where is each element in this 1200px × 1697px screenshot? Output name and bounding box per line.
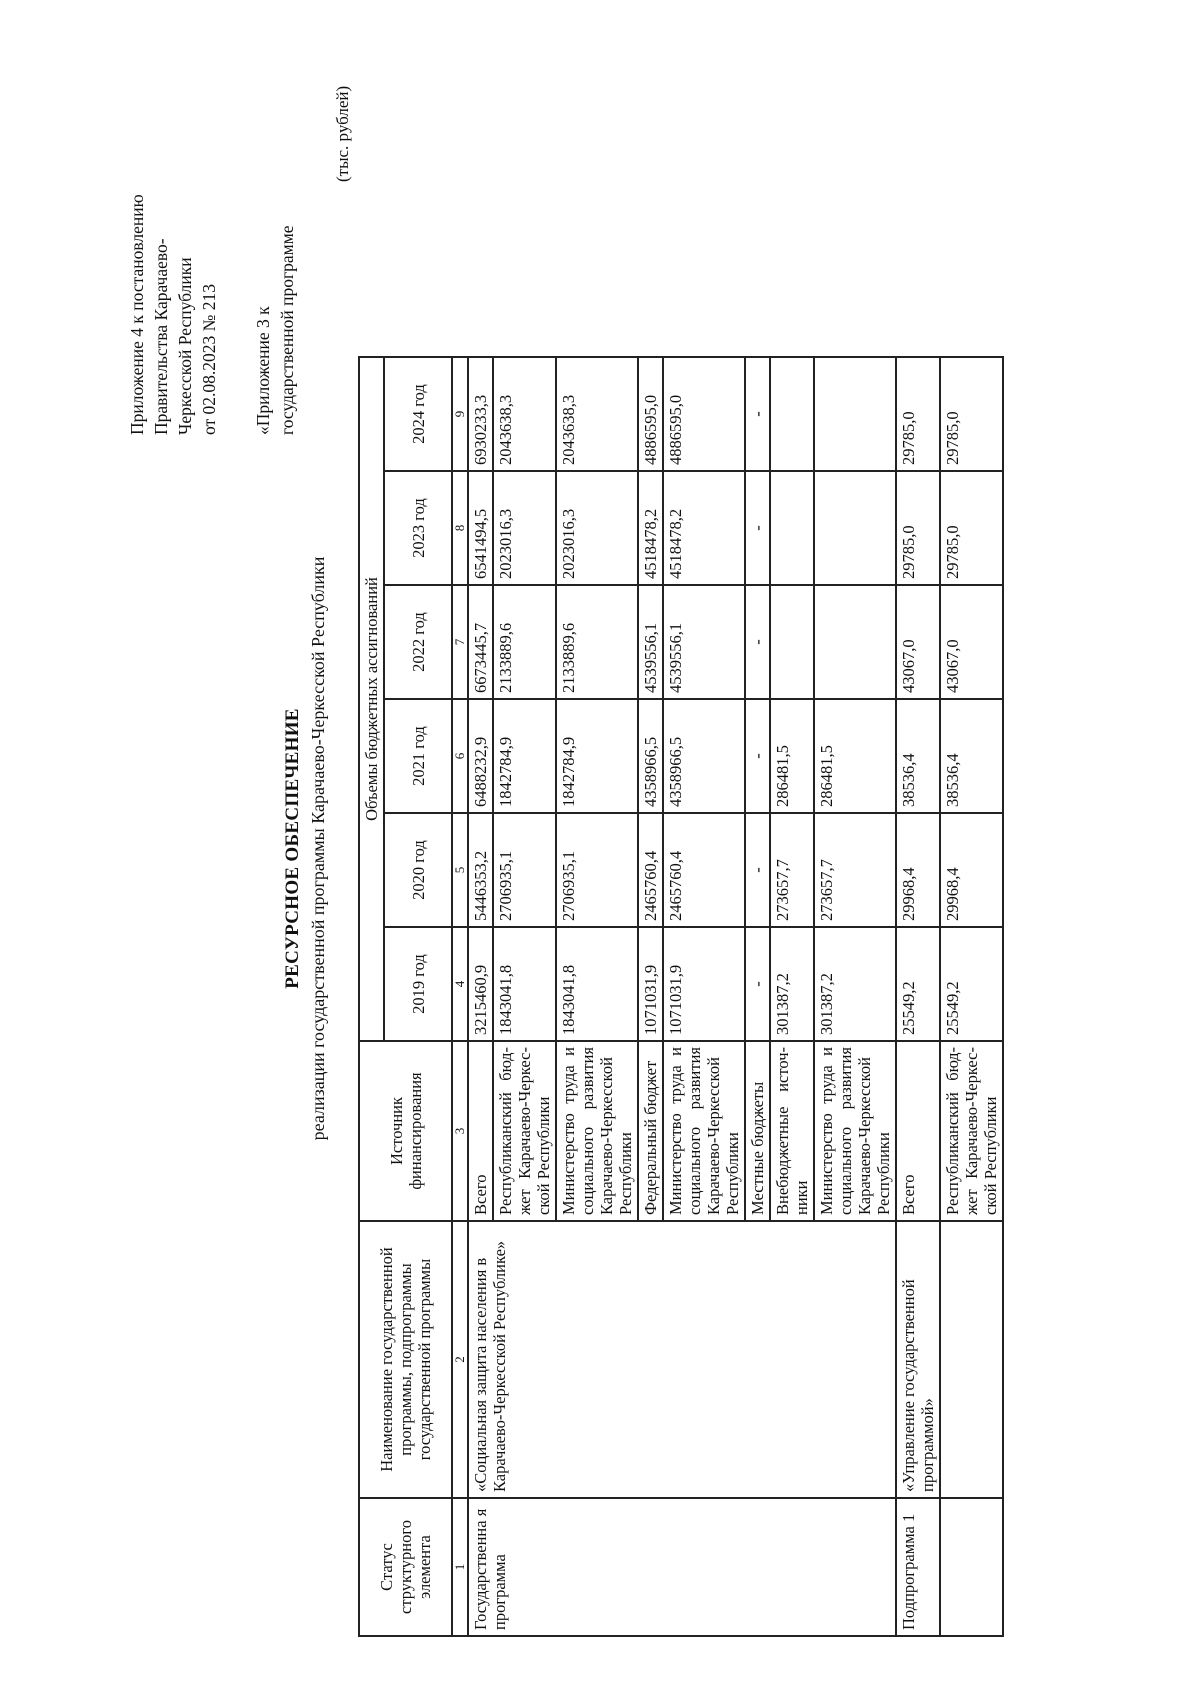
source-cell: Всего <box>468 1041 493 1221</box>
header-year: 2019 год <box>384 927 452 1041</box>
header-row <box>359 357 384 1636</box>
value-cell: 29968,4 <box>940 813 1003 927</box>
source-cell: Федеральный бюджет <box>638 1041 663 1221</box>
value-cell: - <box>745 585 770 699</box>
value-cell: 25549,2 <box>896 927 940 1041</box>
index-cell: 3 <box>452 1041 468 1221</box>
value-cell <box>814 585 896 699</box>
value-cell: 25549,2 <box>940 927 1003 1041</box>
program-name-cell: «Социальная защита населения в Карачаево-Черкесской Республике» <box>468 1221 896 1498</box>
approval-line: Черкесской Республики <box>175 257 195 435</box>
value-cell: 2706935,1 <box>556 813 638 927</box>
value-cell: - <box>745 813 770 927</box>
table-row <box>896 357 940 1636</box>
source-cell: Республиканский бюд-жет Карачаево-Черкес-ской Республики <box>493 1041 556 1221</box>
value-cell: 2706935,1 <box>493 813 556 927</box>
source-cell: Министерство труда и социального развития Карачаево-Черкесской Республики <box>814 1041 896 1221</box>
index-cell: 7 <box>452 585 468 699</box>
value-cell <box>770 585 814 699</box>
header-volumes: Объемы бюджетных ассигнований <box>359 357 384 1041</box>
value-cell: 6930233,3 <box>468 357 493 471</box>
approval-line: государственной программе <box>277 225 297 435</box>
value-cell: 2133889,6 <box>493 585 556 699</box>
source-cell: Республиканский бюд-жет Карачаево-Черкес-ской Республики <box>940 1041 1003 1221</box>
source-cell: Внебюджетные источ-ники <box>770 1041 814 1221</box>
value-cell: 38536,4 <box>896 699 940 813</box>
value-cell: 2043638,3 <box>493 357 556 471</box>
value-cell: 286481,5 <box>770 699 814 813</box>
value-cell <box>770 471 814 585</box>
header-year: 2021 год <box>384 699 452 813</box>
value-cell <box>814 357 896 471</box>
index-cell: 5 <box>452 813 468 927</box>
value-cell: 4358966,5 <box>638 699 663 813</box>
value-cell: 6488232,9 <box>468 699 493 813</box>
index-cell: 9 <box>452 357 468 471</box>
header-year: 2023 год <box>384 471 452 585</box>
value-cell: 2023016,3 <box>493 471 556 585</box>
source-cell: Всего <box>896 1041 940 1221</box>
value-cell: 301387,2 <box>814 927 896 1041</box>
value-cell: 43067,0 <box>896 585 940 699</box>
source-cell: Министерство труда и социального развития Карачаево-Черкесской Республики <box>663 1041 745 1221</box>
value-cell: 286481,5 <box>814 699 896 813</box>
header-status: Статус структурного элемента <box>359 1498 452 1636</box>
value-cell: 29785,0 <box>940 471 1003 585</box>
value-cell: 2465760,4 <box>638 813 663 927</box>
source-cell: Местные бюджеты <box>745 1041 770 1221</box>
approval-line: Приложение 4 к постановлению <box>127 194 147 435</box>
value-cell: 1843041,8 <box>556 927 638 1041</box>
value-cell: 4518478,2 <box>638 471 663 585</box>
value-cell <box>770 357 814 471</box>
subprogram-name-cell <box>940 1221 1003 1498</box>
status-cell: Подпрограмма 1 <box>896 1498 940 1636</box>
value-cell: 29785,0 <box>896 471 940 585</box>
header-source: Источник финансирования <box>359 1041 452 1221</box>
value-cell: 38536,4 <box>940 699 1003 813</box>
value-cell: 6673445,7 <box>468 585 493 699</box>
approval-line: от 02.08.2023 № 213 <box>199 284 219 435</box>
value-cell: 43067,0 <box>940 585 1003 699</box>
value-cell: 4539556,1 <box>663 585 745 699</box>
document-subtitle: реализации государственной программы Карачаево-Черкесской Республики <box>308 556 328 1141</box>
value-cell: - <box>745 471 770 585</box>
status-cell <box>940 1498 1003 1636</box>
value-cell: - <box>745 357 770 471</box>
value-cell: 1843041,8 <box>493 927 556 1041</box>
approval-block <box>125 105 299 435</box>
index-row <box>452 357 468 1636</box>
value-cell: 4358966,5 <box>663 699 745 813</box>
value-cell: 4539556,1 <box>638 585 663 699</box>
document-title: РЕСУРСНОЕ ОБЕСПЕЧЕНИЕ <box>282 708 303 989</box>
value-cell: 5446353,2 <box>468 813 493 927</box>
value-cell: 3215460,9 <box>468 927 493 1041</box>
header-year: 2022 год <box>384 585 452 699</box>
value-cell: 4886595,0 <box>638 357 663 471</box>
value-cell: 4518478,2 <box>663 471 745 585</box>
value-cell <box>814 471 896 585</box>
index-cell: 1 <box>452 1498 468 1636</box>
value-cell: 29785,0 <box>896 357 940 471</box>
subprogram-name-cell: «Управление государственной программой» <box>896 1221 940 1498</box>
value-cell: 273657,7 <box>814 813 896 927</box>
header-year: 2024 год <box>384 357 452 471</box>
table-row <box>468 357 493 1636</box>
index-cell: 8 <box>452 471 468 585</box>
value-cell: 29785,0 <box>940 357 1003 471</box>
value-cell: 2023016,3 <box>556 471 638 585</box>
value-cell: 301387,2 <box>770 927 814 1041</box>
resource-table <box>358 356 1004 1637</box>
value-cell: 273657,7 <box>770 813 814 927</box>
header-year: 2020 год <box>384 813 452 927</box>
value-cell: - <box>745 699 770 813</box>
value-cell: 1842784,9 <box>493 699 556 813</box>
index-cell: 2 <box>452 1221 468 1498</box>
table-row <box>940 357 1003 1636</box>
status-cell: Государственна я программа <box>468 1498 896 1636</box>
approval-line: Правительства Карачаево- <box>151 238 171 435</box>
value-cell: 2465760,4 <box>663 813 745 927</box>
index-cell: 4 <box>452 927 468 1041</box>
approval-line: «Приложение 3 к <box>253 306 273 435</box>
value-cell: 2043638,3 <box>556 357 638 471</box>
value-cell: 1842784,9 <box>556 699 638 813</box>
value-cell: - <box>745 927 770 1041</box>
header-name: Наименование государственной программы, подпрограммы государственной программы <box>359 1221 452 1498</box>
value-cell: 1071031,9 <box>663 927 745 1041</box>
unit-label: (тыс. рублей) <box>333 85 352 182</box>
value-cell: 1071031,9 <box>638 927 663 1041</box>
value-cell: 4886595,0 <box>663 357 745 471</box>
value-cell: 29968,4 <box>896 813 940 927</box>
index-cell: 6 <box>452 699 468 813</box>
source-cell: Министерство труда и социального развития Карачаево-Черкесской Республики <box>556 1041 638 1221</box>
value-cell: 6541494,5 <box>468 471 493 585</box>
value-cell: 2133889,6 <box>556 585 638 699</box>
